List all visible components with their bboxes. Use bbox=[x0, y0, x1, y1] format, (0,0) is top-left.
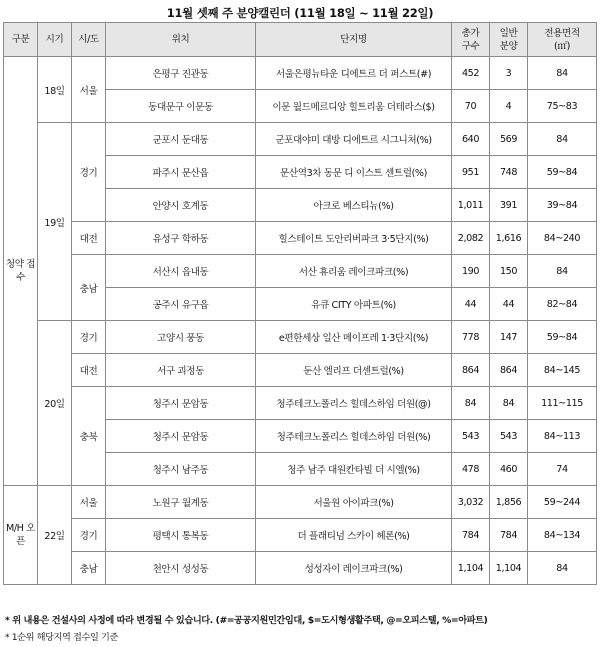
general-cell: 1,616 bbox=[490, 222, 528, 255]
total-cell: 1,104 bbox=[452, 552, 490, 585]
region-cell: 서울 bbox=[72, 486, 106, 519]
complex-cell: 힐스테이트 도안리버파크 3·5단지(%) bbox=[256, 222, 452, 255]
table-row bbox=[4, 387, 597, 420]
complex-cell: 아크로 베스티뉴(%) bbox=[256, 189, 452, 222]
area-cell: 111~115 bbox=[528, 387, 597, 420]
general-cell: 1,856 bbox=[490, 486, 528, 519]
general-cell: 391 bbox=[490, 189, 528, 222]
location-cell: 서구 괴정동 bbox=[106, 354, 256, 387]
complex-cell: 둔산 엘리프 더센트럴(%) bbox=[256, 354, 452, 387]
total-cell: 543 bbox=[452, 420, 490, 453]
day-19: 19일 bbox=[38, 123, 72, 321]
region-cell: 충남 bbox=[72, 255, 106, 321]
complex-cell: 더 플래티넘 스카이 헤론(%) bbox=[256, 519, 452, 552]
complex-cell: 서울원 아이파크(%) bbox=[256, 486, 452, 519]
location-cell: 노원구 월계동 bbox=[106, 486, 256, 519]
header-general-supply: 일반 분양 bbox=[490, 23, 528, 57]
table-row bbox=[4, 222, 597, 255]
group-open: M/H 오픈 bbox=[4, 486, 38, 585]
location-cell: 파주시 문산읍 bbox=[106, 156, 256, 189]
footnotes bbox=[5, 612, 487, 646]
total-cell: 478 bbox=[452, 453, 490, 486]
complex-cell: 서산 휴리움 레이크파크(%) bbox=[256, 255, 452, 288]
area-cell: 84~145 bbox=[528, 354, 597, 387]
total-cell: 44 bbox=[452, 288, 490, 321]
day-18: 18일 bbox=[38, 57, 72, 123]
header-region: 시/도 bbox=[72, 23, 106, 57]
header-total-units: 총가 구수 bbox=[452, 23, 490, 57]
region-cell: 경기 bbox=[72, 123, 106, 222]
area-cell: 59~84 bbox=[528, 321, 597, 354]
region-cell: 대전 bbox=[72, 354, 106, 387]
location-cell: 청주시 문암동 bbox=[106, 387, 256, 420]
total-cell: 70 bbox=[452, 90, 490, 123]
general-cell: 3 bbox=[490, 57, 528, 90]
area-cell: 84 bbox=[528, 57, 597, 90]
general-cell: 460 bbox=[490, 453, 528, 486]
location-cell: 청주시 남주동 bbox=[106, 453, 256, 486]
complex-cell: 성성자이 레이크파크(%) bbox=[256, 552, 452, 585]
header-row bbox=[4, 23, 597, 57]
general-cell: 864 bbox=[490, 354, 528, 387]
area-cell: 84~240 bbox=[528, 222, 597, 255]
area-cell: 39~84 bbox=[528, 189, 597, 222]
table-row bbox=[4, 552, 597, 585]
location-cell: 청주시 문암동 bbox=[106, 420, 256, 453]
footnote-basis: * 1순위 해당지역 접수일 기준 bbox=[5, 632, 118, 643]
general-cell: 150 bbox=[490, 255, 528, 288]
region-cell: 대전 bbox=[72, 222, 106, 255]
location-cell: 천안시 성성동 bbox=[106, 552, 256, 585]
total-cell: 864 bbox=[452, 354, 490, 387]
location-cell: 군포시 둔대동 bbox=[106, 123, 256, 156]
table-row bbox=[4, 486, 597, 519]
footnote-change-notice: * 위 내용은 건설사의 사정에 따라 변경될 수 있습니다. (#=공공지원민간임대, $=도시형생활주택, @=오피스텔, %=아파트) bbox=[5, 615, 488, 626]
table-row bbox=[4, 321, 597, 354]
area-cell: 84 bbox=[528, 255, 597, 288]
header-location: 위치 bbox=[106, 23, 256, 57]
area-cell: 75~83 bbox=[528, 90, 597, 123]
general-cell: 84 bbox=[490, 387, 528, 420]
region-cell: 충남 bbox=[72, 552, 106, 585]
general-cell: 1,104 bbox=[490, 552, 528, 585]
complex-cell: e편한세상 일산 메이프레 1·3단지(%) bbox=[256, 321, 452, 354]
total-cell: 3,032 bbox=[452, 486, 490, 519]
table-row bbox=[4, 519, 597, 552]
day-22: 22일 bbox=[38, 486, 72, 585]
location-cell: 안양시 호계동 bbox=[106, 189, 256, 222]
area-cell: 84~134 bbox=[528, 519, 597, 552]
calendar-table bbox=[3, 22, 597, 585]
group-subscription: 청약 접수 bbox=[4, 57, 38, 486]
total-cell: 640 bbox=[452, 123, 490, 156]
area-cell: 59~84 bbox=[528, 156, 597, 189]
total-cell: 951 bbox=[452, 156, 490, 189]
general-cell: 147 bbox=[490, 321, 528, 354]
complex-cell: 청주테크노폴리스 힐데스하임 더원(@) bbox=[256, 387, 452, 420]
total-cell: 84 bbox=[452, 387, 490, 420]
area-cell: 84~113 bbox=[528, 420, 597, 453]
region-cell: 경기 bbox=[72, 519, 106, 552]
complex-cell: 이문 월드메르디앙 힐트리움 더테라스($) bbox=[256, 90, 452, 123]
total-cell: 784 bbox=[452, 519, 490, 552]
table-row bbox=[4, 123, 597, 156]
header-period: 시기 bbox=[38, 23, 72, 57]
area-cell: 74 bbox=[528, 453, 597, 486]
region-cell: 서울 bbox=[72, 57, 106, 123]
location-cell: 고양시 풍동 bbox=[106, 321, 256, 354]
header-category: 구분 bbox=[4, 23, 38, 57]
area-cell: 59~244 bbox=[528, 486, 597, 519]
location-cell: 동대문구 이문동 bbox=[106, 90, 256, 123]
complex-cell: 서울은평뉴타운 디에트르 더 퍼스트(#) bbox=[256, 57, 452, 90]
total-cell: 452 bbox=[452, 57, 490, 90]
complex-cell: 청주 남주 대원칸타빌 더 시엘(%) bbox=[256, 453, 452, 486]
area-cell: 84 bbox=[528, 552, 597, 585]
table-row bbox=[4, 255, 597, 288]
day-20: 20일 bbox=[38, 321, 72, 486]
location-cell: 서산시 읍내동 bbox=[106, 255, 256, 288]
location-cell: 은평구 진관동 bbox=[106, 57, 256, 90]
general-cell: 543 bbox=[490, 420, 528, 453]
region-cell: 충북 bbox=[72, 387, 106, 486]
location-cell: 공주시 유구읍 bbox=[106, 288, 256, 321]
complex-cell: 문산역3차 동문 디 이스트 센트럴(%) bbox=[256, 156, 452, 189]
region-cell: 경기 bbox=[72, 321, 106, 354]
total-cell: 1,011 bbox=[452, 189, 490, 222]
total-cell: 190 bbox=[452, 255, 490, 288]
general-cell: 569 bbox=[490, 123, 528, 156]
header-complex: 단지명 bbox=[256, 23, 452, 57]
area-cell: 82~84 bbox=[528, 288, 597, 321]
header-exclusive-area: 전용면적 (㎡) bbox=[528, 23, 597, 57]
total-cell: 2,082 bbox=[452, 222, 490, 255]
general-cell: 4 bbox=[490, 90, 528, 123]
complex-cell: 군포대야미 대방 디에트르 시그니처(%) bbox=[256, 123, 452, 156]
complex-cell: 유큐 CITY 아파트(%) bbox=[256, 288, 452, 321]
table-row bbox=[4, 354, 597, 387]
location-cell: 유성구 학하동 bbox=[106, 222, 256, 255]
page-title: 11월 셋째 주 분양캘린더 (11월 18일 ~ 11월 22일) bbox=[166, 6, 434, 20]
area-cell: 84 bbox=[528, 123, 597, 156]
total-cell: 778 bbox=[452, 321, 490, 354]
complex-cell: 청주테크노폴리스 힐데스하임 더원(%) bbox=[256, 420, 452, 453]
general-cell: 44 bbox=[490, 288, 528, 321]
general-cell: 784 bbox=[490, 519, 528, 552]
table-row bbox=[4, 57, 597, 90]
location-cell: 평택시 통복동 bbox=[106, 519, 256, 552]
general-cell: 748 bbox=[490, 156, 528, 189]
